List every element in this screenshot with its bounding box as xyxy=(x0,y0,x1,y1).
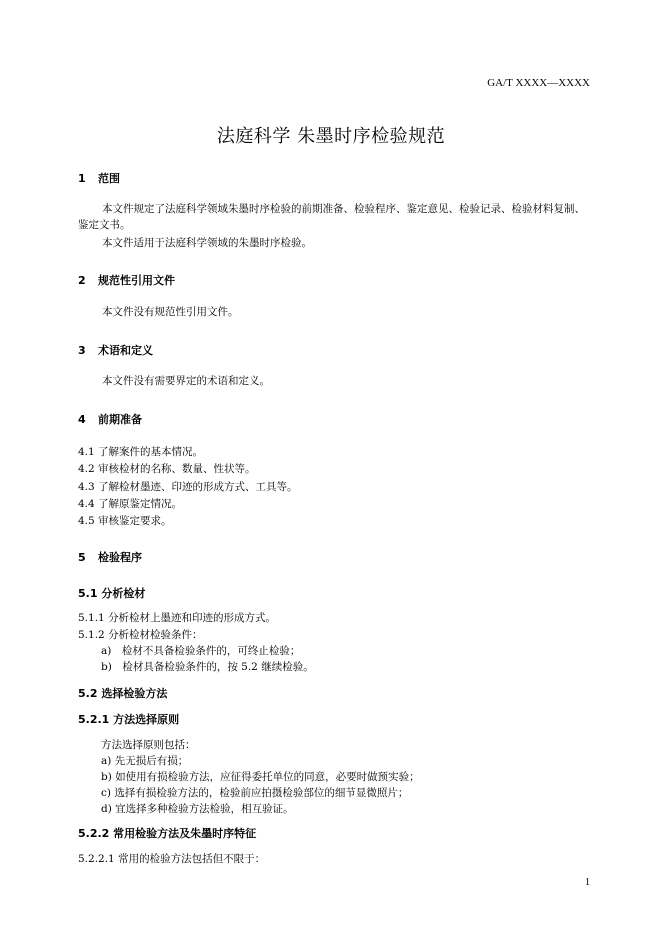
subsection-5-2-1-heading xyxy=(78,711,179,727)
section-1-paragraph-1: 本文件规定了法庭科学领域朱墨时序检验的前期准备、检验程序、鉴定意见、检验记录、检验材料复制、鉴定文书。 xyxy=(78,203,585,231)
subsection-number: 5.1 xyxy=(78,587,98,600)
section-5-heading xyxy=(78,549,142,565)
item-number: 4.4 xyxy=(78,498,95,510)
section-number: 3 xyxy=(78,344,86,357)
clause-5-2-2-1 xyxy=(78,851,265,866)
clause-text: 分析检材上墨迹和印迹的形成方式。 xyxy=(108,612,277,624)
item-number: 4.5 xyxy=(78,515,95,527)
subsection-number: 5.2.1 xyxy=(78,713,110,726)
section-title: 范围 xyxy=(98,172,120,185)
list-item-a: a) 检材不具备检验条件的，可终止检验； xyxy=(101,645,301,657)
item-text: 了解检材墨迹、印迹的形成方式、工具等。 xyxy=(98,481,298,493)
subsection-number: 5.2.2 xyxy=(78,827,110,840)
subsection-title: 选择检验方法 xyxy=(101,687,168,700)
section-2-paragraph: 本文件没有规范性引用文件。 xyxy=(102,306,239,318)
document-title: 法庭科学 朱墨时序检验规范 xyxy=(216,126,446,147)
item-number: 4.3 xyxy=(78,481,95,493)
list-item xyxy=(78,479,298,494)
principles-intro: 方法选择原则包括： xyxy=(101,739,196,751)
item-text: 了解原鉴定情况。 xyxy=(98,498,183,510)
subsection-5-2-heading xyxy=(78,685,167,701)
item-number: 4.1 xyxy=(78,446,95,458)
clause-number: 5.2.2.1 xyxy=(78,853,115,865)
clause-text: 分析检材检验条件： xyxy=(108,629,203,641)
section-1-paragraph-2: 本文件适用于法庭科学领域的朱墨时序检验。 xyxy=(102,237,312,249)
standard-code: GA/T XXXX—XXXX xyxy=(487,77,590,89)
list-item-b: b) 如使用有损检验方法，应征得委托单位的同意，必要时做预实验； xyxy=(101,771,420,783)
clause-text: 常用的检验方法包括但不限于： xyxy=(118,853,266,865)
section-3-heading xyxy=(78,342,153,358)
list-item-c: c) 选择有损检验方法的，检验前应拍摄检验部位的细节显微照片； xyxy=(101,787,409,799)
clause-5-1-2 xyxy=(78,627,203,642)
clause-5-1-1 xyxy=(78,610,276,625)
section-title: 术语和定义 xyxy=(98,344,153,357)
subsection-5-1-heading xyxy=(78,585,145,601)
subsection-number: 5.2 xyxy=(78,687,98,700)
item-text: 了解案件的基本情况。 xyxy=(98,446,204,458)
section-number: 4 xyxy=(78,413,86,426)
section-4-heading xyxy=(78,411,142,427)
section-title: 前期准备 xyxy=(98,413,142,426)
clause-number: 5.1.1 xyxy=(78,612,105,624)
section-number: 1 xyxy=(78,172,86,185)
subsection-title: 方法选择原则 xyxy=(113,713,180,726)
list-item-a: a) 先无损后有损； xyxy=(101,755,189,767)
list-item-b: b) 检材具备检验条件的，按 5.2 继续检验。 xyxy=(101,661,314,673)
list-item xyxy=(78,496,182,511)
section-3-paragraph: 本文件没有需要界定的术语和定义。 xyxy=(102,375,270,387)
clause-number: 5.1.2 xyxy=(78,629,105,641)
item-text: 审核检材的名称、数量、性状等。 xyxy=(98,463,256,475)
list-item xyxy=(78,513,172,528)
item-text: 审核鉴定要求。 xyxy=(98,515,172,527)
section-2-heading xyxy=(78,272,175,288)
list-item xyxy=(78,444,203,459)
section-number: 5 xyxy=(78,551,86,564)
section-title: 规范性引用文件 xyxy=(98,274,175,287)
subsection-title: 常用检验方法及朱墨时序特征 xyxy=(113,827,257,840)
subsection-title: 分析检材 xyxy=(101,587,146,600)
section-title: 检验程序 xyxy=(98,551,142,564)
page-number: 1 xyxy=(585,877,590,888)
section-1-heading xyxy=(78,170,120,186)
section-number: 2 xyxy=(78,274,86,287)
subsection-5-2-2-heading xyxy=(78,825,256,841)
list-item xyxy=(78,461,256,476)
list-item-d: d) 宜选择多种检验方法检验，相互验证。 xyxy=(101,803,294,815)
item-number: 4.2 xyxy=(78,463,95,475)
